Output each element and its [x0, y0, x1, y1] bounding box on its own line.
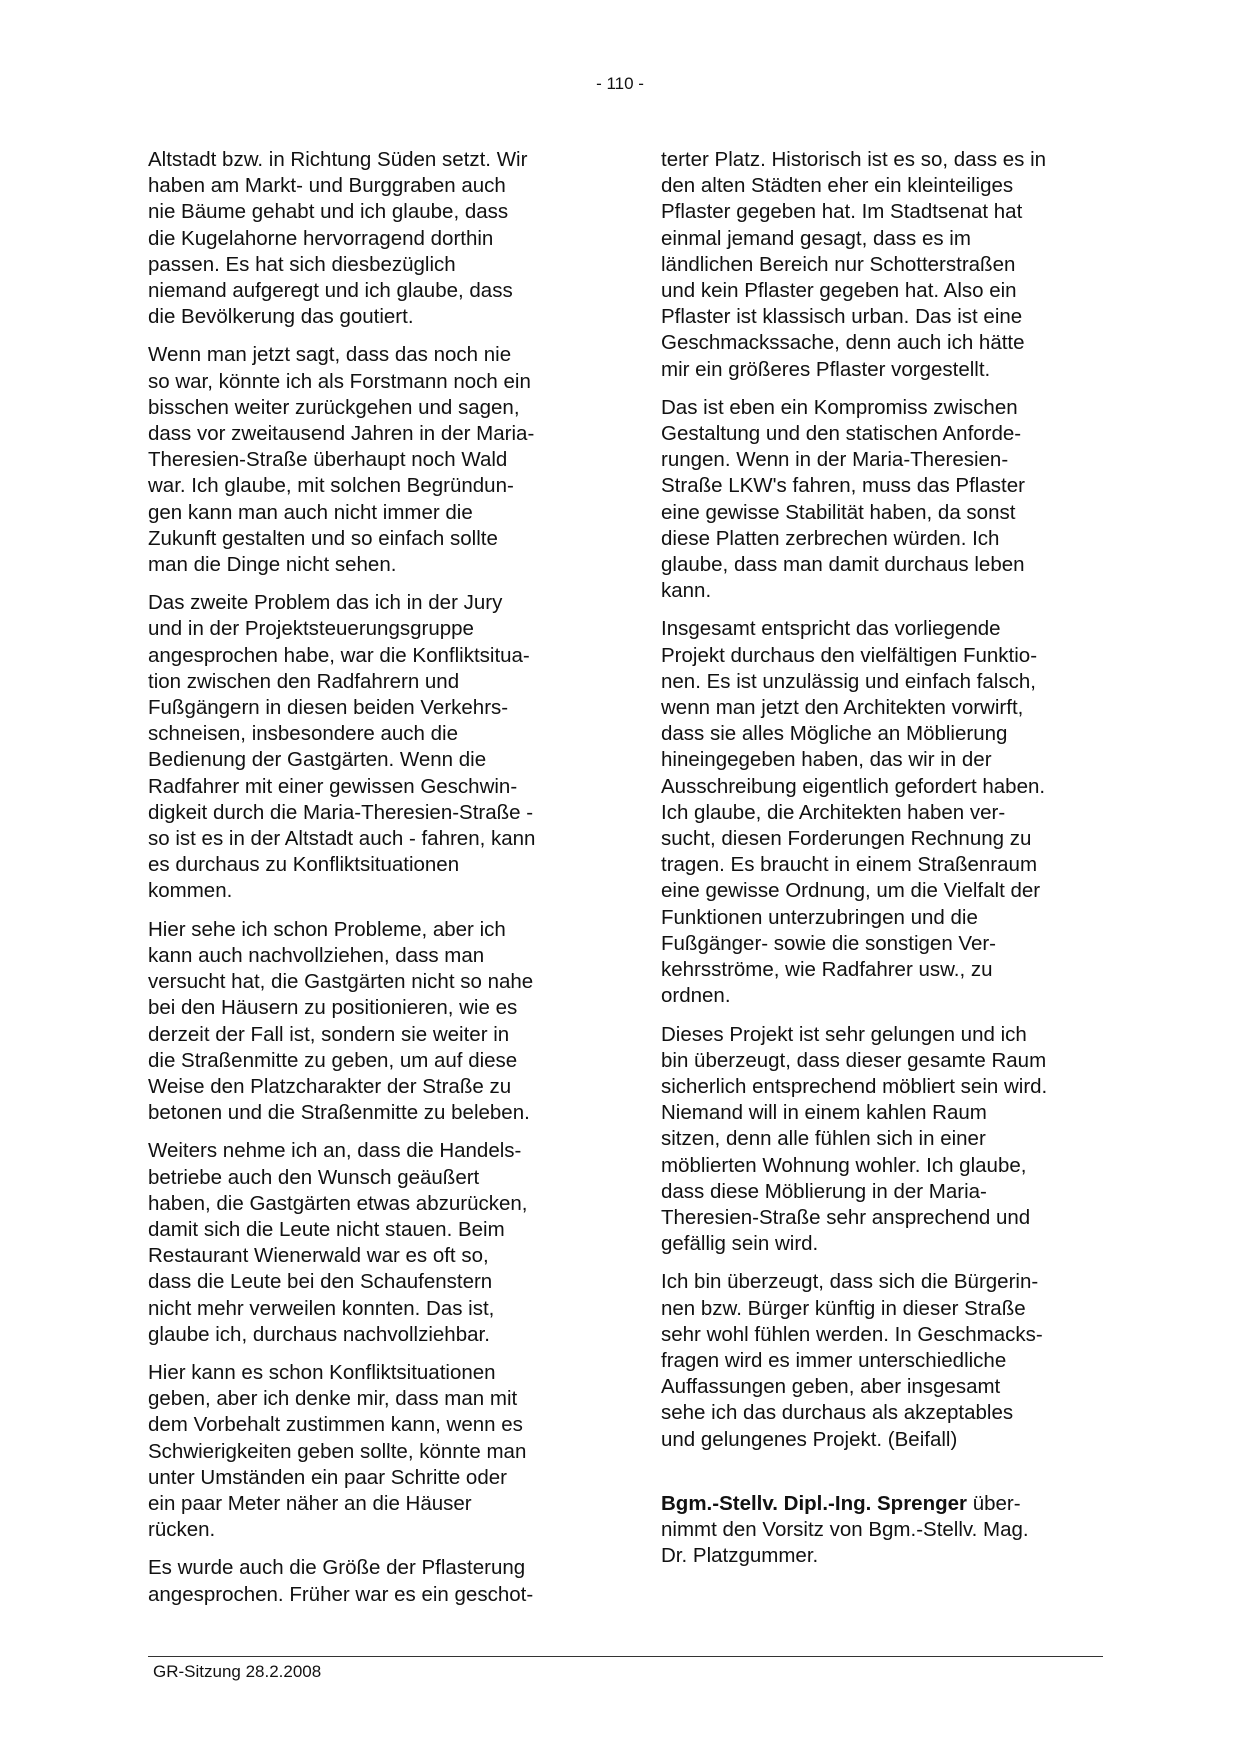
paragraph: Das zweite Problem das ich in der Jury und in der Projektsteuerungsgruppe angesprochen habe, war die Konfliktsitua- tion zwischen den Radfahrern und Fußgängern in diesen beiden Verkehrs- schneisen, insbesondere auch die Bedienung der Gastgärten. Wenn die Radfahrer mit einer gewissen Geschwin- digkeit durch die Maria-Theresien-Straße - so ist es in der Altstadt auch - fahren, kann es durchaus zu Konfliktsituationen kommen. [148, 591, 536, 903]
left-column [148, 147, 588, 1620]
paragraph: Wenn man jetzt sagt, dass das noch nie so war, könnte ich als Forstmann noch ein bisschen weiter zurückgehen und sagen, dass vor zweitausend Jahren in der Maria- Theresien-Straße überhaupt noch Wald war. Ich glaube, mit solchen Begründun- gen kann man auch nicht immer die Zukunft gestalten und so einfach sollte man die Dinge nicht sehen. [148, 343, 535, 577]
paragraph: Ich bin überzeugt, dass sich die Bürgerin- nen bzw. Bürger künftig in dieser Straße sehr wohl fühlen werden. In Geschmacks- fragen wird es immer unterschiedliche Auffassungen geben, aber insgesamt sehe ich das durchaus als akzeptables und gelungenes Projekt. (Beifall) [661, 1270, 1043, 1451]
paragraph: Das ist eben ein Kompromiss zwischen Gestaltung und den statischen Anforde- rungen. Wenn in der Maria-Theresien- Straße LKW's fahren, muss das Pflaster eine gewisse Stabilität haben, da sonst diese Platten zerbrechen würden. Ich glaube, dass man damit durchaus leben kann. [661, 395, 1025, 603]
paragraph: Weiters nehme ich an, dass die Handels- betriebe auch den Wunsch geäußert haben, die Gastgärten etwas abzurücken, damit sich die Leute nicht stauen. Beim Restaurant Wienerwald war es oft so, dass die Leute bei den Schaufenstern nicht mehr verweilen konnten. Das ist, glaube ich, durchaus nachvollziehbar. [148, 1139, 528, 1346]
footer-session-date: GR-Sitzung 28.2.2008 [153, 1662, 322, 1681]
paragraph: Insgesamt entspricht das vorliegende Projekt durchaus den vielfältigen Funktio- nen. Es ist unzulässig und einfach falsch, wenn man jetzt den Architekten vorwirft, dass sie alles Mögliche an Möblierung hineingegeben haben, das wir in der Ausschreibung eigentlich gefordert haben. Ich glaube, die Architekten haben ver- sucht, diesen Forderungen Rechnung zu tragen. Es braucht in einem Straßenraum eine gewisse Ordnung, um die Vielfalt der Funktionen unterzubringen und die Fußgänger- sowie die sonstigen Ver- kehrsströme, wie Radfahrer usw., zu ordnen. [661, 617, 1046, 1008]
paragraph: Es wurde auch die Größe der Pflasterung angesprochen. Früher war es ein geschot- [148, 1556, 534, 1606]
footer-divider [148, 1656, 1103, 1657]
speaker-name: Bgm.-Stellv. Dipl.-Ing. Sprenger [661, 1491, 968, 1515]
paragraph: Hier sehe ich schon Probleme, aber ich kann auch nachvollziehen, dass man versucht hat, die Gastgärten nicht so nahe bei den Häusern zu positionieren, wie es derzeit der Fall ist, sondern sie weiter in die Straßenmitte zu geben, um auf diese Weise den Platzcharakter der Straße zu betonen und die Straßenmitte zu beleben. [148, 917, 534, 1125]
paragraph: Dieses Projekt ist sehr gelungen und ich bin überzeugt, dass dieser gesamte Raum sicherlich entsprechend möbliert sein wird. Niemand will in einem kahlen Raum sitzen, denn alle fühlen sich in einer möblierten Wohnung wohler. Ich glaube, dass diese Möblierung in der Maria- Theresien-Straße sehr ansprechend und gefällig sein wird. [661, 1022, 1048, 1256]
speaker-note-text: über- nimmt den Vorsitz von Bgm.-Stellv. Mag. Dr. Platzgummer. [661, 1491, 1029, 1568]
page-number: - 110 - [596, 74, 644, 93]
paragraph: Altstadt bzw. in Richtung Süden setzt. Wir haben am Markt- und Burggraben auch nie Bäume gehabt und ich glaube, dass die Kugelahorne hervorragend dorthin passen. Es hat sich diesbezüglich niemand aufgeregt und ich glaube, dass die Bevölkerung das goutiert. [148, 148, 528, 329]
right-column [661, 147, 1101, 1581]
paragraph: terter Platz. Historisch ist es so, dass es in den alten Städten eher ein kleinteiliges Pflaster gegeben hat. Im Stadtsenat hat einmal jemand gesagt, dass es im ländlichen Bereich nur Schotterstraßen und kein Pflaster gegeben hat. Also ein Pflaster ist klassisch urban. Das ist eine Geschmackssache, denn auch ich hätte mir ein größeres Pflaster vorgestellt. [661, 148, 1047, 381]
speaker-note [661, 1491, 1101, 1570]
paragraph: Hier kann es schon Konfliktsituationen geben, aber ich denke mir, dass man mit dem Vorbehalt zustimmen kann, wenn es Schwierigkeiten geben sollte, könnte man unter Umständen ein paar Schritte oder ein paar Meter näher an die Häuser rücken. [148, 1360, 527, 1542]
